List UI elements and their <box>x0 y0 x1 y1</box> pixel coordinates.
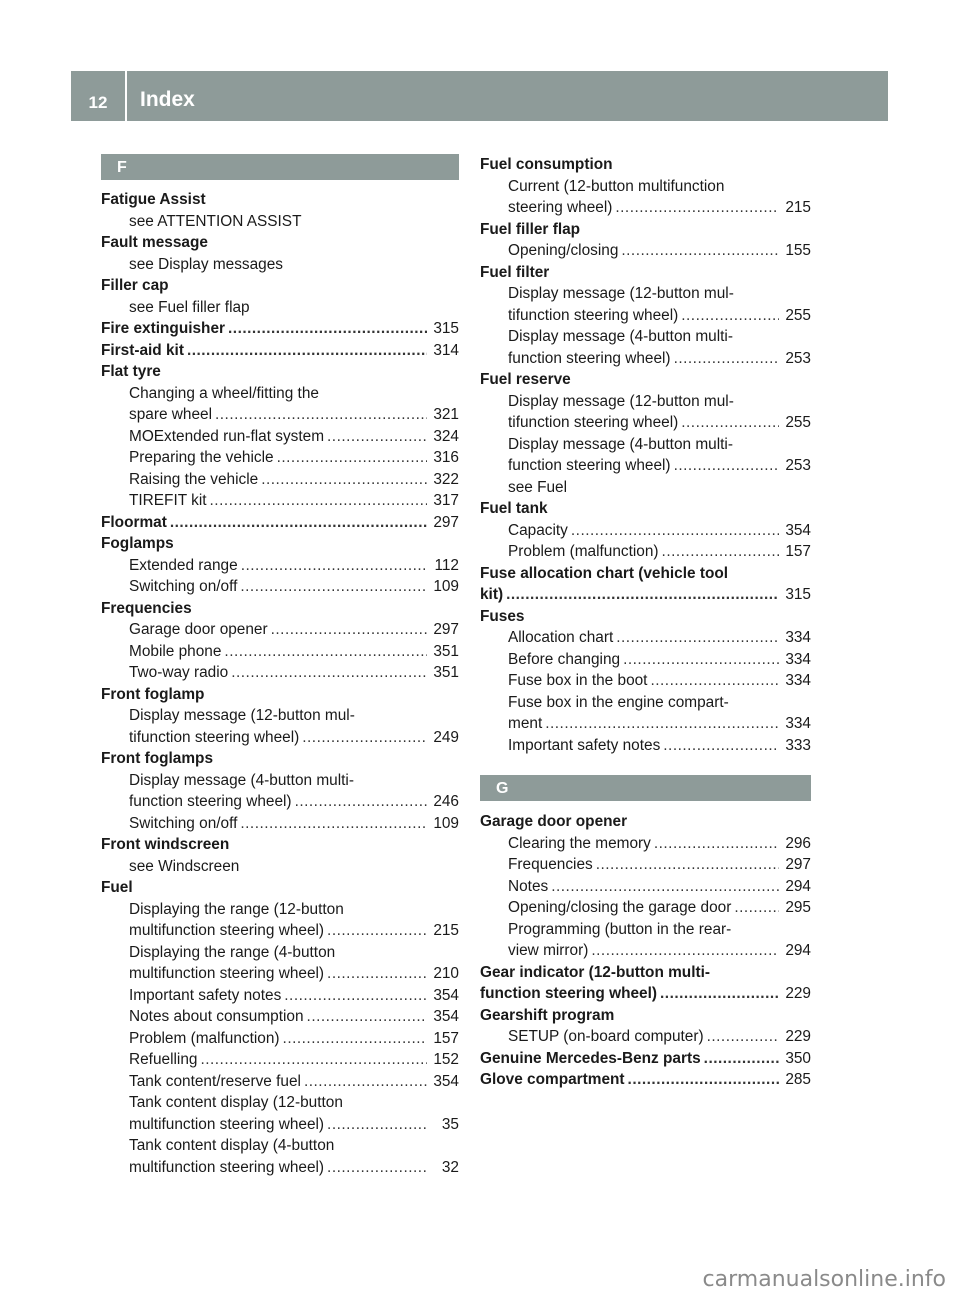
entry-text: Switching on/off <box>129 578 238 595</box>
subentry-text: see Display messages <box>129 255 283 273</box>
dot-leader <box>674 348 779 370</box>
dot-leader <box>616 627 779 649</box>
subentry-line[interactable] <box>101 490 459 512</box>
dot-leader <box>170 512 427 534</box>
entry-text: Refuelling <box>129 1051 198 1068</box>
subentry-line[interactable] <box>480 240 811 262</box>
page-reference[interactable]: 351 <box>433 664 459 681</box>
index-heading-line[interactable] <box>480 1048 811 1070</box>
dot-leader <box>327 426 427 448</box>
subentry-text: Display message (12-button mul- <box>129 707 355 724</box>
dot-leader <box>628 1069 779 1091</box>
dot-leader <box>591 940 779 962</box>
dot-leader <box>681 412 779 434</box>
dot-leader <box>545 713 779 735</box>
index-heading: Fuse allocation chart (vehicle tool <box>480 564 729 582</box>
dot-leader <box>261 469 427 491</box>
entry-text: SETUP (on-board computer) <box>508 1028 704 1045</box>
subentry-text: Display message (12-button mul- <box>508 285 734 302</box>
section-header-f: F <box>101 154 459 180</box>
page-reference[interactable]: 354 <box>433 1008 459 1025</box>
index-entry <box>101 598 459 684</box>
dot-leader <box>224 641 427 663</box>
subentry-text: Displaying the range (12-button <box>129 900 344 918</box>
subentry-line[interactable] <box>101 641 459 663</box>
entry-text: Notes about consumption <box>129 1008 304 1025</box>
subentry-text: Display message (4-button multi- <box>508 328 733 345</box>
page-reference[interactable]: 354 <box>433 986 459 1004</box>
subentry-line[interactable] <box>101 447 459 469</box>
subentry-text: Fuse box in the engine compart- <box>508 693 729 711</box>
entry-text: Notes <box>508 877 549 895</box>
index-entry <box>480 369 811 498</box>
subentry-line[interactable] <box>101 1049 459 1071</box>
index-heading: Garage door opener <box>480 813 628 830</box>
subentry-line[interactable] <box>101 619 459 641</box>
page-number: 12 <box>71 71 125 121</box>
subentry-line[interactable] <box>101 555 459 577</box>
dot-leader <box>240 813 427 835</box>
page-reference[interactable]: 334 <box>785 629 811 646</box>
subentry-text: Tank content display (12-button <box>129 1094 343 1111</box>
dot-leader <box>210 490 427 512</box>
subentry-line[interactable] <box>480 627 811 649</box>
index-heading: Fuel consumption <box>480 156 613 173</box>
page-reference[interactable]: 317 <box>433 492 459 509</box>
index-heading: Front foglamps <box>101 750 214 767</box>
subentry-line[interactable] <box>480 713 811 735</box>
page-reference[interactable]: 316 <box>433 449 459 466</box>
index-entry <box>480 606 811 757</box>
index-heading: Gearshift program <box>480 1006 615 1024</box>
dot-leader <box>240 576 427 598</box>
dot-leader <box>302 727 427 749</box>
page-reference[interactable]: 157 <box>785 543 811 560</box>
dot-leader <box>596 854 779 876</box>
subentry-line[interactable] <box>480 833 811 855</box>
index-heading-line[interactable] <box>101 340 459 362</box>
page-reference[interactable]: 35 <box>441 1115 459 1133</box>
subentry-text: Display message (4-button multi- <box>129 771 354 789</box>
index-entry <box>101 232 459 275</box>
page-reference[interactable]: 109 <box>433 814 459 832</box>
subentry-line[interactable] <box>101 1028 459 1050</box>
dot-leader <box>663 735 779 757</box>
page-reference[interactable]: 351 <box>433 642 459 660</box>
dot-leader <box>707 1026 779 1048</box>
dot-leader <box>231 662 427 684</box>
dot-leader <box>327 1157 427 1179</box>
page-reference[interactable]: 157 <box>433 1029 459 1047</box>
subentry-line[interactable] <box>101 662 459 684</box>
watermark: carmanualsonline.info <box>702 1267 946 1292</box>
entry-text: Important safety notes <box>508 736 661 754</box>
index-entry <box>101 512 459 534</box>
dot-leader <box>623 649 779 671</box>
entry-text: Opening/closing <box>508 242 619 259</box>
subentry-line[interactable] <box>101 1157 459 1179</box>
dot-leader <box>674 455 779 477</box>
entry-text: kit) <box>480 586 504 603</box>
subentry-line[interactable] <box>101 727 459 749</box>
page-reference[interactable]: 350 <box>785 1049 811 1067</box>
entry-text: Glove compartment <box>480 1071 625 1088</box>
index-entry <box>101 318 459 340</box>
dot-leader <box>284 985 427 1007</box>
dot-leader <box>271 619 427 641</box>
index-heading: Fuel <box>101 879 133 896</box>
subentry-line[interactable] <box>480 412 811 434</box>
index-heading: Frequencies <box>101 599 192 617</box>
entry-text: steering wheel) <box>508 199 613 216</box>
entry-text: Genuine Mercedes-Benz parts <box>480 1049 701 1067</box>
entry-text: Important safety notes <box>129 986 282 1004</box>
page-reference[interactable]: 322 <box>433 470 459 488</box>
entry-text: Clearing the memory <box>508 834 651 852</box>
dot-leader <box>327 1114 427 1136</box>
page-reference[interactable]: 229 <box>785 985 811 1002</box>
subentry-line[interactable] <box>480 455 811 477</box>
index-entry <box>480 154 811 219</box>
page-reference[interactable]: 253 <box>785 349 811 367</box>
entry-text: view mirror) <box>508 942 589 959</box>
page-reference[interactable]: 315 <box>785 586 811 603</box>
page-reference[interactable]: 229 <box>785 1028 811 1045</box>
index-list-f-right <box>480 154 811 756</box>
subentry-line[interactable] <box>101 469 459 491</box>
index-heading-line[interactable] <box>101 318 459 340</box>
dot-leader <box>681 305 779 327</box>
page-reference[interactable]: 333 <box>785 736 811 754</box>
page-reference[interactable]: 296 <box>785 834 811 852</box>
index-entry <box>101 189 459 232</box>
entry-text: function steering wheel) <box>480 985 658 1002</box>
dot-leader <box>615 197 779 219</box>
page-reference[interactable]: 297 <box>433 621 459 638</box>
dot-leader <box>734 897 779 919</box>
page-reference[interactable]: 334 <box>785 715 811 732</box>
dot-leader <box>621 240 779 262</box>
page-reference[interactable]: 321 <box>433 406 459 423</box>
index-heading: Foglamps <box>101 535 174 552</box>
index-heading: Fuses <box>480 607 525 625</box>
entry-text: Fuse box in the boot <box>508 672 648 689</box>
subentry-line[interactable] <box>101 791 459 813</box>
dot-leader <box>200 1049 427 1071</box>
dot-leader <box>215 404 427 426</box>
index-heading: Fuel reserve <box>480 371 571 388</box>
dot-leader <box>551 876 779 898</box>
index-entry <box>101 533 459 598</box>
index-entry <box>101 684 459 749</box>
index-heading: Fatigue Assist <box>101 191 206 208</box>
index-heading: Fuel filter <box>480 263 550 281</box>
subentry-line[interactable] <box>101 1114 459 1136</box>
subentry-line[interactable] <box>480 876 811 898</box>
index-entry <box>480 563 811 606</box>
entry-text: Opening/closing the garage door <box>508 899 732 916</box>
entry-text: Floormat <box>101 513 167 531</box>
page-reference[interactable]: 354 <box>785 521 811 539</box>
entry-text: Preparing the vehicle <box>129 449 274 466</box>
entry-text: Two-way radio <box>129 664 229 681</box>
entry-text: Raising the vehicle <box>129 470 259 488</box>
page-reference[interactable]: 109 <box>433 578 459 595</box>
dot-leader <box>187 340 427 362</box>
subentry-text: Changing a wheel/fitting the <box>129 384 319 402</box>
entry-text: multifunction steering wheel) <box>129 922 325 939</box>
entry-text: Capacity <box>508 521 568 539</box>
index-heading-line[interactable] <box>480 1069 811 1091</box>
subentry-text: Display message (4-button multi- <box>508 435 733 453</box>
index-heading: Fuel filler flap <box>480 220 581 238</box>
entry-text: Frequencies <box>508 856 593 873</box>
subentry-text: Tank content display (4-button <box>129 1137 335 1154</box>
page-reference[interactable]: 354 <box>433 1072 459 1090</box>
page-title: Index <box>127 71 888 121</box>
entry-text: Fire extinguisher <box>101 320 226 337</box>
subentry-line[interactable] <box>480 735 811 757</box>
index-heading: Fault message <box>101 234 208 251</box>
dot-leader <box>650 670 779 692</box>
entry-text: tifunction steering wheel) <box>508 306 679 324</box>
entry-text: Extended range <box>129 556 238 574</box>
index-list-g <box>480 811 811 1091</box>
subentry-line[interactable] <box>101 576 459 598</box>
entry-text: MOExtended run-flat system <box>129 427 325 445</box>
index-heading: Filler cap <box>101 277 169 294</box>
entry-text: function steering wheel) <box>129 793 292 810</box>
entry-text: Mobile phone <box>129 642 222 660</box>
index-column-left <box>101 154 459 1178</box>
index-entry <box>101 877 459 1178</box>
index-heading: Front windscreen <box>101 836 230 853</box>
entry-text: Problem (malfunction) <box>129 1029 280 1047</box>
dot-leader <box>241 555 427 577</box>
dot-leader <box>662 541 779 563</box>
subentry-line[interactable] <box>101 920 459 942</box>
index-entry <box>101 748 459 834</box>
page-reference[interactable]: 324 <box>433 427 459 445</box>
entry-text: ment <box>508 715 543 732</box>
subentry-text: Current (12-button multifunction <box>508 177 725 195</box>
dot-leader <box>307 1006 427 1028</box>
index-entry <box>101 340 459 362</box>
entry-text: tifunction steering wheel) <box>129 728 300 746</box>
dot-leader <box>228 318 427 340</box>
entry-text: Before changing <box>508 650 621 668</box>
subentry-line[interactable] <box>101 813 459 835</box>
subentry-line[interactable] <box>101 963 459 985</box>
index-entry <box>480 498 811 563</box>
page-header <box>71 71 888 121</box>
entry-text: function steering wheel) <box>508 457 671 474</box>
dot-leader <box>295 791 427 813</box>
subentry-line[interactable] <box>480 1026 811 1048</box>
entry-text: tifunction steering wheel) <box>508 414 679 431</box>
index-entry <box>480 219 811 262</box>
index-entry <box>480 262 811 370</box>
dot-leader <box>654 833 779 855</box>
subentry-line[interactable] <box>480 197 811 219</box>
page-reference[interactable]: 249 <box>433 728 459 746</box>
dot-leader <box>304 1071 427 1093</box>
entry-text: Problem (malfunction) <box>508 543 659 560</box>
subentry-line[interactable] <box>480 520 811 542</box>
page-reference[interactable]: 152 <box>433 1051 459 1068</box>
page-reference[interactable]: 314 <box>433 341 459 359</box>
index-heading: Front foglamp <box>101 685 205 703</box>
index-heading-line[interactable] <box>480 584 811 606</box>
index-heading-line[interactable] <box>101 512 459 534</box>
index-entry <box>480 1048 811 1070</box>
subentry-line[interactable] <box>480 897 811 919</box>
page-reference[interactable]: 215 <box>433 922 459 939</box>
index-heading: Fuel tank <box>480 500 548 517</box>
subentry-text: see Windscreen <box>129 857 240 875</box>
entry-text: multifunction steering wheel) <box>129 1115 325 1133</box>
page-reference[interactable]: 295 <box>785 899 811 916</box>
index-list-f-left <box>101 189 459 1178</box>
subentry-line[interactable] <box>480 348 811 370</box>
page-reference[interactable]: 294 <box>785 942 811 959</box>
entry-text: function steering wheel) <box>508 349 671 367</box>
page-reference[interactable]: 297 <box>785 856 811 873</box>
page-reference[interactable]: 334 <box>785 672 811 689</box>
entry-text: Garage door opener <box>129 621 268 638</box>
dot-leader <box>704 1048 779 1070</box>
page-reference[interactable]: 246 <box>433 793 459 810</box>
dot-leader <box>327 963 427 985</box>
entry-text: spare wheel <box>129 406 212 423</box>
page-reference[interactable]: 315 <box>433 320 459 337</box>
page-reference[interactable]: 155 <box>785 242 811 259</box>
index-entry <box>480 1005 811 1048</box>
subentry-line[interactable] <box>480 670 811 692</box>
dot-leader <box>571 520 779 542</box>
page-reference[interactable]: 334 <box>785 650 811 668</box>
subentry-line[interactable] <box>101 1006 459 1028</box>
index-entry <box>101 361 459 512</box>
entry-text: First-aid kit <box>101 341 184 359</box>
dot-leader <box>277 447 427 469</box>
section-header-g: G <box>480 775 811 801</box>
page-reference[interactable]: 32 <box>441 1158 459 1176</box>
index-entry <box>480 811 811 962</box>
subentry-text: Programming (button in the rear- <box>508 920 732 938</box>
index-entry <box>101 275 459 318</box>
page-reference[interactable]: 210 <box>433 965 459 982</box>
index-entry <box>480 962 811 1005</box>
index-heading-line[interactable] <box>480 983 811 1005</box>
entry-text: Switching on/off <box>129 814 238 832</box>
entry-text: Tank content/reserve fuel <box>129 1072 301 1090</box>
page-reference[interactable]: 112 <box>434 556 459 574</box>
subentry-line[interactable] <box>480 854 811 876</box>
entry-text: multifunction steering wheel) <box>129 1158 325 1176</box>
subentry-line[interactable] <box>480 940 811 962</box>
index-heading: Gear indicator (12-button multi- <box>480 963 711 981</box>
entry-text: multifunction steering wheel) <box>129 965 325 982</box>
subentry-text: Display message (12-button mul- <box>508 392 734 410</box>
index-entry <box>480 1069 811 1091</box>
index-heading: Flat tyre <box>101 363 161 380</box>
entry-text: Allocation chart <box>508 629 614 646</box>
index-entry <box>101 834 459 877</box>
entry-text: TIREFIT kit <box>129 492 207 509</box>
page-reference[interactable]: 297 <box>433 513 459 531</box>
page-reference[interactable]: 285 <box>785 1071 811 1088</box>
page-reference[interactable]: 215 <box>785 199 811 216</box>
subentry-text: see Fuel <box>508 478 568 496</box>
subentry-text: Displaying the range (4-button <box>129 943 336 961</box>
dot-leader <box>506 584 779 606</box>
index-column-right <box>480 154 811 1091</box>
subentry-line[interactable] <box>101 985 459 1007</box>
subentry-line[interactable] <box>101 426 459 448</box>
subentry-line[interactable] <box>480 649 811 671</box>
page-reference[interactable]: 253 <box>785 457 811 474</box>
dot-leader <box>327 920 427 942</box>
dot-leader <box>660 983 779 1005</box>
subentry-line[interactable] <box>480 541 811 563</box>
dot-leader <box>283 1028 427 1050</box>
subentry-text: see ATTENTION ASSIST <box>129 212 302 230</box>
page-reference[interactable]: 255 <box>785 306 811 324</box>
page-reference[interactable]: 255 <box>785 414 811 431</box>
subentry-line[interactable] <box>101 1071 459 1093</box>
subentry-line[interactable] <box>480 305 811 327</box>
subentry-text: see Fuel filler flap <box>129 298 250 316</box>
subentry-line[interactable] <box>101 404 459 426</box>
page-reference[interactable]: 294 <box>785 877 811 895</box>
